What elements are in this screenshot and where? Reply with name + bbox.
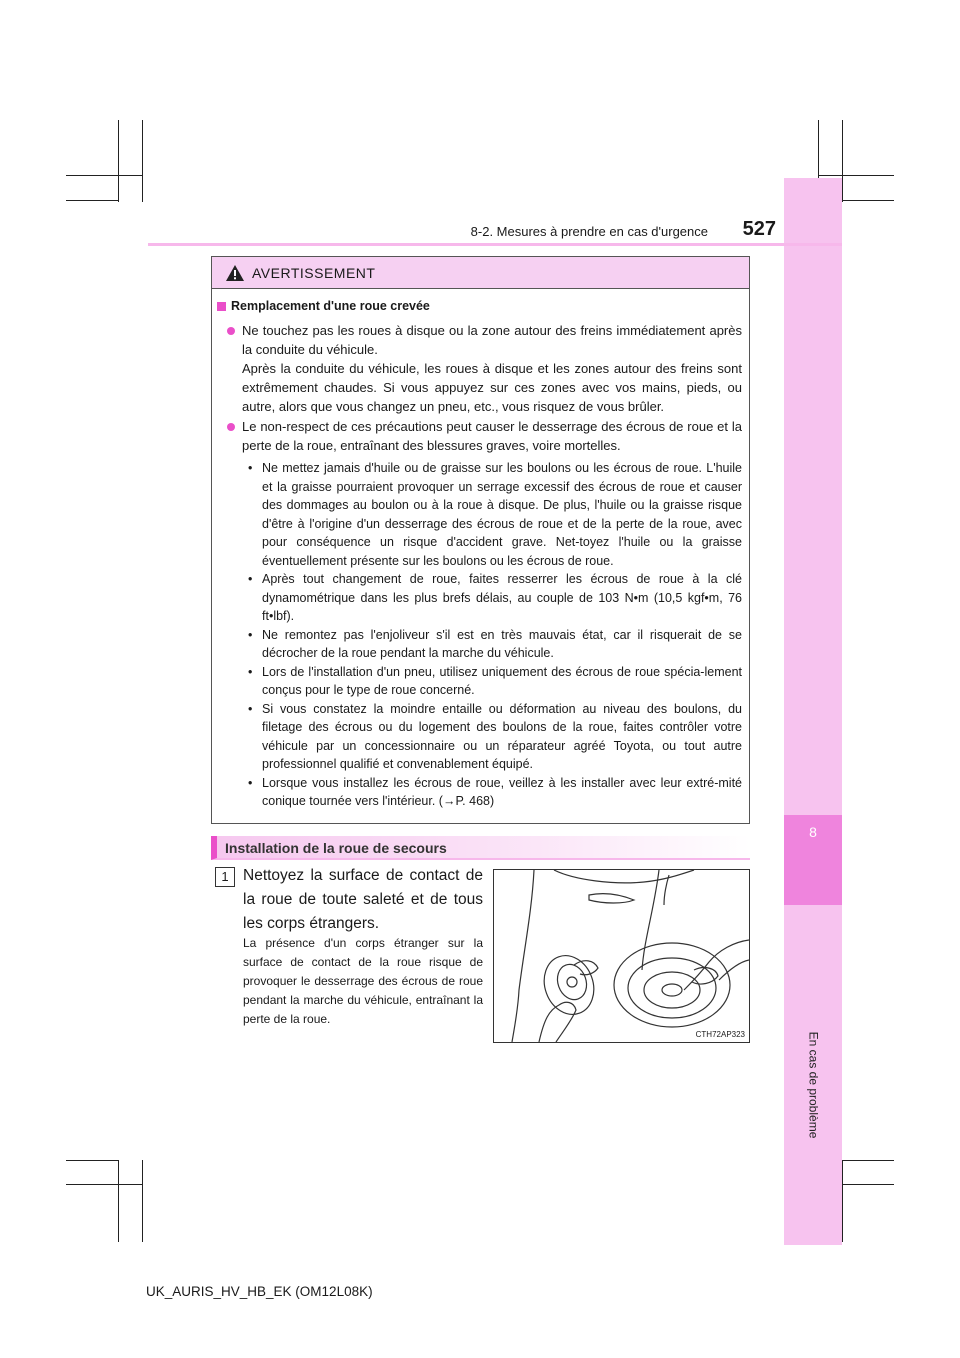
footer-code: UK_AURIS_HV_HB_EK (OM12L08K)	[146, 1284, 373, 1299]
list-item: • Lors de l'installation d'un pneu, utilisez uniquement des écrous de roue spécia-lement conçus pour le type de roue concerné.	[248, 663, 742, 700]
header-rule	[148, 243, 842, 246]
page-number: 527	[742, 218, 776, 240]
crop-mark	[66, 1160, 118, 1161]
warning-heading-text: Remplacement d'une roue crevée	[231, 299, 430, 313]
crop-mark	[842, 120, 843, 202]
step-instruction: Nettoyez la surface de contact de la roue de toute saleté et de tous les corps étrangers.	[243, 867, 483, 932]
warning-paragraph: Ne touchez pas les roues à disque ou la zone autour des freins immédiatement après la conduite du véhicule.	[242, 323, 742, 357]
chapter-title: En cas de problème	[806, 1031, 821, 1139]
illustration-code: CTH72AP323	[695, 1030, 745, 1039]
crop-mark	[842, 200, 894, 201]
wheel-cleaning-illustration	[493, 869, 750, 1043]
list-item: • Ne mettez jamais d'huile ou de graisse sur les boulons ou les écrous de roue. L'huile et la graisse pourraient provoquer un serrage excessif des écrous de roue et causer des dommages au boulon ou à la roue à disque. De plus, l'huile ou la graisse risque d'être à l'origine d'un desserrage des écrous de roue et de la perte de la roue, avec pour conséquence un risque d'accident grave. Net-toyez l'huile ou la graisse éventuellement présente sur les boulons ou les écrous de roue.	[248, 459, 742, 570]
warning-box	[211, 256, 750, 824]
section-title: 8-2. Mesures à prendre en cas d'urgence	[470, 224, 708, 239]
warning-paragraph: Le non-respect de ces précautions peut causer le desserrage des écrous de roue et la perte de la roue, entraînant des blessures graves, voire mortelles.	[242, 419, 742, 453]
warning-header	[212, 257, 749, 289]
warning-triangle-icon	[226, 265, 244, 281]
crop-mark	[142, 120, 143, 202]
list-item: • Si vous constatez la moindre entaille ou déformation au niveau des boulons, du filetage des écrous ou du logement des boulons de la roue, faites contrôler votre véhicule par un concessionnaire ou un réparateur agréé Toyota, ou tout autre professionnel qualifié et convenablement équipé.	[248, 700, 742, 774]
chapter-number: 8	[809, 824, 817, 840]
crop-mark	[818, 175, 894, 176]
crop-mark	[66, 200, 118, 201]
crop-mark	[118, 1160, 119, 1242]
circle-bullet-icon	[227, 423, 235, 431]
warning-heading	[217, 299, 430, 313]
section-heading-bar	[211, 836, 750, 860]
warning-title: AVERTISSEMENT	[252, 264, 376, 281]
crop-mark	[142, 1160, 143, 1242]
list-item: • Ne remontez pas l'enjoliveur s'il est en très mauvais état, car il risquerait de se décrocher de la roue pendant la marche du véhicule.	[248, 626, 742, 663]
step-number-badge: 1	[215, 867, 235, 887]
crop-mark	[842, 1160, 894, 1161]
warning-paragraph: Après la conduite du véhicule, les roues à disque et les zones autour des freins sont extrêmement chaudes. Si vous appuyez sur ces zones avec vos mains, pieds, ou autre, alors que vous changez un pneu, etc., vous risquez de vous brûler.	[242, 361, 742, 414]
crop-mark	[118, 120, 119, 202]
list-item: • Après tout changement de roue, faites resserrer les écrous de roue à la clé dynamométrique dans les plus brefs délais, au couple de 103 N•m (10,5 kgf•m, 76 ft•lbf).	[248, 570, 742, 626]
crop-mark	[842, 1160, 843, 1242]
step-note: La présence d'un corps étranger sur la surface de contact de la roue risque de provoquer le desserrage des écrous de roue pendant la marche du véhicule, entraînant la perte de la roue.	[243, 936, 483, 1026]
warning-bullet-list	[248, 459, 742, 811]
crop-mark	[66, 1184, 142, 1185]
square-bullet-icon	[217, 302, 226, 311]
list-item: • Lorsque vous installez les écrous de roue, veillez à les installer avec leur extré-mité conique tournée vers l'intérieur. (→P. 468)	[248, 774, 742, 811]
circle-bullet-icon	[227, 327, 235, 335]
crop-mark	[66, 175, 142, 176]
section-heading: Installation de la roue de secours	[225, 840, 447, 856]
chapter-title-vertical	[790, 1005, 836, 1165]
illustration-drawing	[494, 870, 749, 1042]
